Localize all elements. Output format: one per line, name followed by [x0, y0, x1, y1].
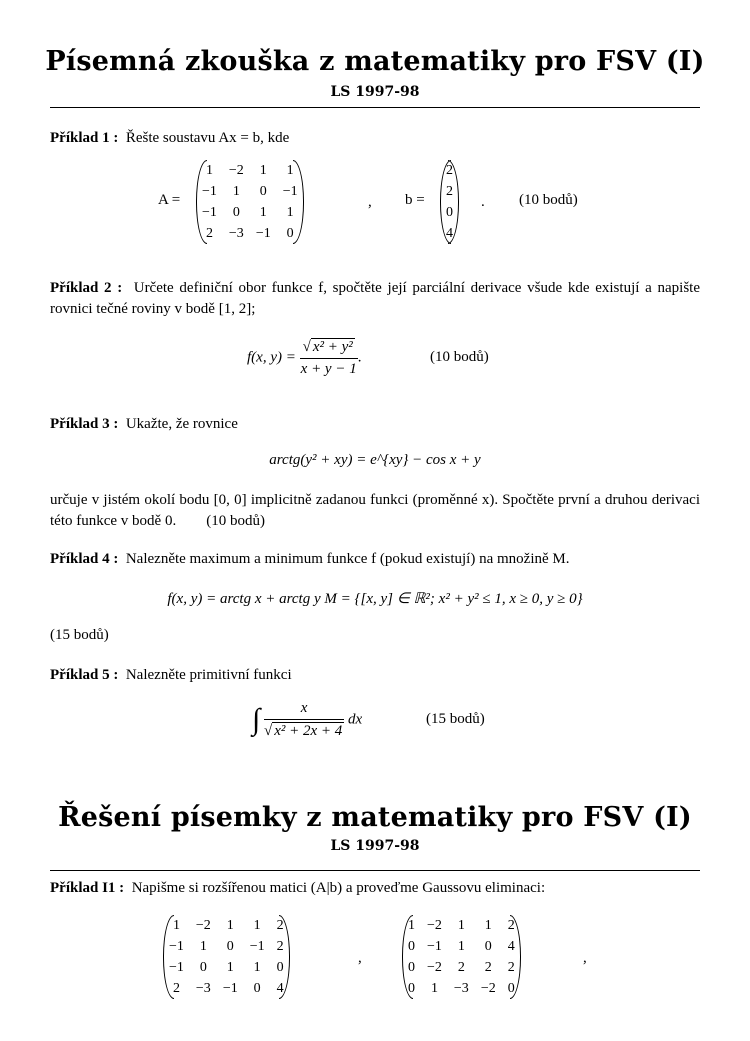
- matrix-cell: 2: [276, 938, 284, 954]
- matrix-cell: 1: [408, 917, 415, 933]
- solution-1-label: Příklad I1 :: [50, 880, 125, 896]
- matrix-row: [163, 978, 290, 999]
- matrix-cell: 2: [507, 917, 515, 933]
- problem-4-points: (15 bodů): [50, 627, 109, 643]
- problem-1-statement: [50, 128, 700, 149]
- matrix-cell: 1: [286, 162, 294, 178]
- problem-2-points: (10 bodů): [430, 349, 489, 365]
- problem-3-text: Ukažte, že rovnice: [125, 416, 238, 432]
- integral-sign: ∫: [252, 703, 261, 736]
- matrix-cell: 1: [232, 183, 240, 199]
- problem-3-text-after: určuje v jistém okolí bodu [0, 0] implicitně zadanou funkci (proměnné x). Spočtěte první a druhou derivaci této funkce v bodě 0.: [50, 492, 700, 529]
- matrix-cell: −3: [453, 980, 469, 996]
- matrix-cell: 1: [253, 917, 261, 933]
- augmented-matrix-1: [163, 915, 290, 999]
- matrix-cell: −2: [427, 959, 442, 975]
- problem-3-formula: arctg(y² + xy) = e^{xy} − cos x + y: [269, 452, 481, 468]
- problem-2-lhs: f(x, y) =: [247, 349, 296, 366]
- problem-1-points: (10 bodů): [519, 192, 578, 208]
- problem-4-formula: f(x, y) = arctg x + arctg y M = {[x, y] ∈ ℝ²; x² + y² ≤ 1, x ≥ 0, y ≥ 0}: [167, 591, 583, 607]
- matrix-cell: −1: [255, 225, 271, 241]
- matrix-row: [402, 936, 521, 957]
- problem-5-numerator: x: [264, 700, 344, 720]
- problem-3-statement: [50, 414, 700, 435]
- problem-5-denominator: x² + 2x + 4: [274, 723, 343, 739]
- matrix-cell: 0: [408, 980, 415, 996]
- vector-b-period: .: [481, 194, 485, 210]
- problem-3-points: (10 bodů): [206, 513, 265, 529]
- matrix-cell: 0: [253, 980, 261, 996]
- matrix-cell: 1: [259, 162, 267, 178]
- matrix-a-comma: ,: [368, 194, 372, 210]
- matrix-cell: 0: [276, 959, 284, 975]
- matrix-cell: −1: [249, 938, 265, 954]
- problem-5-dx: dx: [348, 711, 363, 728]
- vector-cell: 2: [446, 162, 453, 178]
- matrix-cell: −1: [202, 183, 217, 199]
- vector-cell: 0: [446, 204, 453, 220]
- matrix-cell: −3: [228, 225, 244, 241]
- matrix-cell: 4: [276, 980, 284, 996]
- matrix-row: [196, 223, 304, 244]
- matrix-cell: 1: [484, 917, 492, 933]
- matrix-cell: 1: [259, 204, 267, 220]
- problem-5-points: (15 bodů): [426, 711, 485, 727]
- matrix-cell: 0: [286, 225, 294, 241]
- matrix-row: [402, 915, 521, 936]
- matrix-cell: −1: [169, 959, 184, 975]
- problem-1-text: Řešte soustavu Ax = b, kde: [125, 130, 290, 146]
- problem-2-formula: f(x, y) = $\frac{\text{√ x² + y²}}{x + y - 1}$ .: [247, 339, 362, 377]
- matrix-row: [163, 915, 290, 936]
- matrix-2-comma: ,: [583, 950, 587, 966]
- matrix-cell: 1: [253, 959, 261, 975]
- matrix-cell: −1: [222, 980, 238, 996]
- matrix-row: [196, 202, 304, 223]
- matrix-cell: 2: [205, 225, 213, 241]
- matrix-cell: −1: [169, 938, 184, 954]
- matrix-cell: −1: [427, 938, 442, 954]
- matrix-1-comma: ,: [358, 950, 362, 966]
- problem-5-statement: [50, 665, 700, 686]
- matrix-cell: 2: [172, 980, 180, 996]
- matrix-a: [196, 160, 304, 244]
- solutions-term: LS 1997-98: [330, 838, 420, 854]
- matrix-cell: 2: [507, 959, 515, 975]
- problem-4-statement: [50, 549, 700, 570]
- matrix-cell: 0: [199, 959, 207, 975]
- matrix-cell: −2: [480, 980, 496, 996]
- matrix-cell: 1: [457, 938, 465, 954]
- problem-5-formula: ∫ $\frac{x}{\text{√ x² + 2x + 4}}$ dx: [252, 700, 363, 739]
- matrix-cell: −2: [195, 917, 211, 933]
- vector-cell: 2: [446, 183, 453, 199]
- matrix-cell: −3: [195, 980, 211, 996]
- matrix-cell: −2: [228, 162, 244, 178]
- problem-5-text: Nalezněte primitivní funkci: [125, 667, 292, 683]
- augmented-matrix-2: [402, 915, 521, 999]
- solution-1-text: Napišme si rozšířenou matici (A|b) a proveďme Gaussovu eliminaci:: [131, 880, 546, 896]
- matrix-cell: 4: [507, 938, 515, 954]
- matrix-cell: 0: [484, 938, 492, 954]
- matrix-row: [196, 160, 304, 181]
- problem-2-text: Určete definiční obor funkce f, spočtěte její parciální derivace všude kde existují a napište rovnici tečné roviny v bodě [1, 2];: [50, 280, 700, 317]
- matrix-cell: 1: [226, 917, 234, 933]
- solutions-title: Řešení písemky z matematiky pro FSV (I): [58, 802, 692, 833]
- problem-2-numerator: x² + y²: [312, 339, 353, 355]
- matrix-cell: −1: [202, 204, 217, 220]
- solutions-rule: [50, 870, 700, 871]
- matrix-row: [163, 957, 290, 978]
- matrix-row: [402, 957, 521, 978]
- matrix-cell: 2: [484, 959, 492, 975]
- problem-4-label: Příklad 4 :: [50, 551, 119, 567]
- matrix-cell: 1: [286, 204, 294, 220]
- problem-5-label: Příklad 5 :: [50, 667, 119, 683]
- header-rule: [50, 107, 700, 108]
- matrix-cell: 0: [259, 183, 267, 199]
- problem-3-label: Příklad 3 :: [50, 416, 119, 432]
- vector-cell: 4: [446, 225, 453, 241]
- matrix-cell: 2: [457, 959, 465, 975]
- matrix-cell: 0: [226, 938, 234, 954]
- problem-2-label: Příklad 2 :: [50, 280, 123, 296]
- problem-3-continuation: [50, 490, 700, 532]
- vector-b: [440, 160, 459, 244]
- matrix-cell: 0: [507, 980, 515, 996]
- matrix-cell: 0: [408, 959, 415, 975]
- solution-1-statement: [50, 878, 700, 899]
- matrix-cell: 1: [172, 917, 180, 933]
- matrix-row: [196, 181, 304, 202]
- problem-2-denominator: x + y − 1: [300, 361, 357, 377]
- problem-2-statement: [50, 278, 700, 320]
- matrix-cell: −2: [427, 917, 442, 933]
- matrix-a-name: A =: [158, 192, 181, 208]
- matrix-row: [402, 978, 521, 999]
- matrix-row: [163, 936, 290, 957]
- matrix-cell: 0: [232, 204, 240, 220]
- problem-1-label: Příklad 1 :: [50, 130, 119, 146]
- matrix-cell: −1: [282, 183, 298, 199]
- problem-4-text: Nalezněte maximum a minimum funkce f (pokud existují) na množině M.: [125, 551, 570, 567]
- matrix-cell: 0: [408, 938, 415, 954]
- vector-b-name: b =: [405, 192, 425, 208]
- matrix-cell: 1: [457, 917, 465, 933]
- exam-title: Písemná zkouška z matematiky pro FSV (I): [45, 46, 705, 77]
- matrix-cell: 1: [430, 980, 438, 996]
- exam-term: LS 1997-98: [330, 84, 420, 100]
- matrix-cell: 1: [205, 162, 213, 178]
- matrix-cell: 1: [199, 938, 207, 954]
- matrix-cell: 2: [276, 917, 284, 933]
- matrix-cell: 1: [226, 959, 234, 975]
